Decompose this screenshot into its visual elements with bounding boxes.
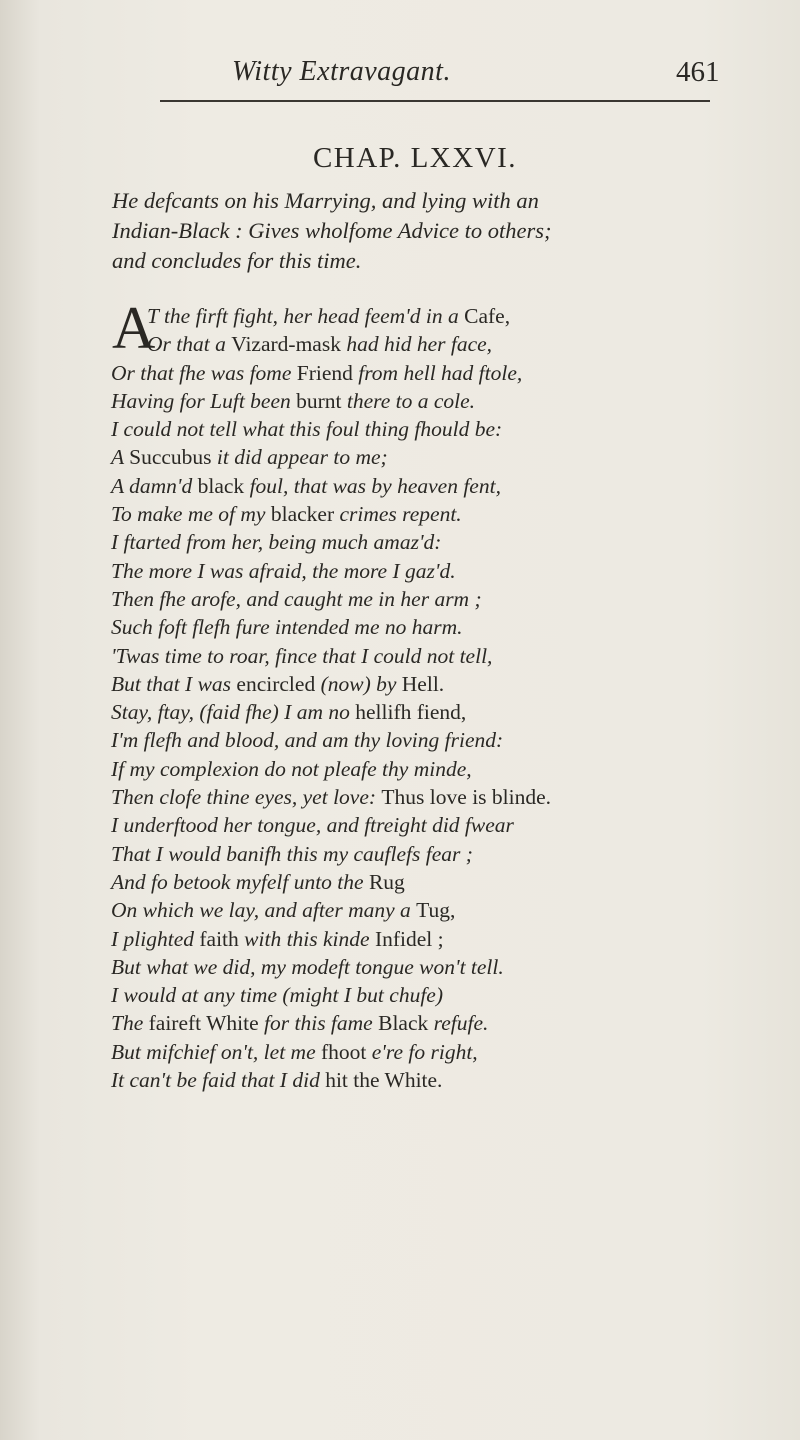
poem-line (111, 387, 800, 415)
poem-line-segment: blacker (270, 502, 340, 527)
poem-line-segment: But what we did, my modeft tongue won't tell. (111, 954, 504, 979)
poem-line (111, 868, 800, 896)
poem-line-segment: black (197, 473, 250, 498)
poem-line-segment: Black (378, 1011, 434, 1036)
poem-line (111, 557, 800, 585)
poem-line-segment: for this fame (264, 1011, 379, 1036)
poem-line-segment: I underftood her tongue, and ftreight did fwear (111, 813, 514, 838)
summary-line: and concludes for this time. (112, 248, 362, 273)
poem-line-segment: 'Twas time to roar, fince that I could not tell, (111, 643, 493, 668)
poem-line-segment: there to a cole. (346, 388, 476, 413)
poem-line (111, 472, 800, 500)
poem-line-segment: A (111, 445, 130, 470)
running-head-title: Witty Extravagant. (232, 56, 451, 87)
summary-line: He defcants on his Marrying, and lying with an (112, 188, 539, 213)
header-rule (160, 100, 710, 102)
poem-line-segment: Tug, (416, 898, 456, 923)
chapter-summary (112, 186, 792, 276)
poem-line-segment: crimes repent. (339, 502, 462, 527)
poem-line-segment: had hid her face, (346, 332, 493, 357)
poem-line-segment: I would at any time (might I but chufe) (111, 983, 443, 1008)
poem-line (111, 670, 800, 698)
poem-line-segment: (now) by (320, 671, 402, 696)
poem-line-segment: Rug (368, 869, 405, 894)
poem-line (111, 755, 800, 783)
poem-line (111, 953, 800, 981)
poem-line (111, 330, 800, 358)
summary-line: Indian-Black : Gives wholfome Advice to others; (112, 218, 552, 243)
poem-line-segment: It can't be faid that I did (111, 1068, 326, 1093)
poem-line (111, 642, 800, 670)
running-head (0, 50, 800, 100)
poem-line-segment: foul, that was by heaven fent, (249, 473, 501, 498)
poem-text (111, 302, 800, 1094)
poem-line-segment: hellifh fiend, (355, 700, 467, 725)
poem-line-segment: And fo betook myfelf unto the (111, 869, 369, 894)
poem-line (111, 981, 800, 1009)
poem-line-segment: faith (199, 926, 245, 951)
poem-line-segment: Vizard-mask (231, 332, 347, 357)
poem-line-segment: Or that fhe was fome (111, 360, 297, 385)
poem-line-segment: Having for Luft been (111, 388, 297, 413)
poem-line (111, 302, 800, 330)
poem-line (111, 1066, 800, 1094)
poem-line-segment: The (111, 1011, 149, 1036)
poem-line-segment: Then fhe arofe, and caught me in her arm ; (111, 586, 482, 611)
poem-line (111, 528, 800, 556)
poem-line-segment: Or that a (147, 332, 232, 357)
poem-line (111, 840, 800, 868)
poem-line (111, 698, 800, 726)
page-number: 461 (676, 56, 720, 88)
poem-line (111, 925, 800, 953)
poem-line (111, 613, 800, 641)
poem-line (111, 443, 800, 471)
poem-line-segment: encircled (236, 671, 321, 696)
chapter-heading: CHAP. LXXVI. (312, 142, 518, 174)
poem-line-segment: faireft White (148, 1011, 265, 1036)
poem-line-segment: e're fo right, (371, 1039, 478, 1064)
poem-line (111, 1009, 800, 1037)
poem-line-segment: Friend (296, 360, 359, 385)
poem-line-segment: I plighted (111, 926, 200, 951)
poem-line-segment: Succubus (129, 445, 217, 470)
poem-line-segment: burnt (296, 388, 347, 413)
poem-line-segment: refufe. (433, 1011, 489, 1036)
poem-line-segment: Infidel ; (374, 926, 444, 951)
poem-line-segment: I'm flefh and blood, and am thy loving friend: (111, 728, 504, 753)
poem-line-segment: If my complexion do not pleafe thy minde, (111, 756, 472, 781)
poem-line-segment: To make me of my (111, 502, 271, 527)
poem-line (111, 500, 800, 528)
poem-line (111, 811, 800, 839)
poem-line-segment: it did appear to me; (216, 445, 388, 470)
poem-line-segment: hit the White. (325, 1068, 443, 1093)
poem-line-segment: T the firft fight, her head feem'd in a (147, 304, 465, 328)
poem-line (111, 585, 800, 613)
poem-line-segment: But that I was (111, 671, 237, 696)
poem-line-segment: A damn'd (111, 473, 198, 498)
poem-line (111, 896, 800, 924)
drop-cap: A (112, 295, 156, 361)
poem-line-segment: Then clofe thine eyes, yet love: (111, 785, 382, 810)
poem-line-segment: But mifchief on't, let me (111, 1039, 321, 1064)
poem-line (111, 783, 800, 811)
poem-line-segment: That I would banifh this my cauflefs fear ; (111, 841, 473, 866)
poem-line (111, 726, 800, 754)
poem-line-segment: Stay, ftay, (faid fhe) I am no (111, 700, 356, 725)
poem-line-segment: I ftarted from her, being much amaz'd: (111, 530, 442, 555)
poem-line (111, 1038, 800, 1066)
poem-line-segment: Such foft flefh fure intended me no harm. (111, 615, 463, 640)
poem-line-segment: Cafe, (464, 304, 511, 328)
poem-line-segment: from hell had ftole, (358, 360, 523, 385)
poem-line-segment: On which we lay, and after many a (111, 898, 417, 923)
poem-line (111, 415, 800, 443)
poem-line-segment: The more I was afraid, the more I gaz'd. (111, 558, 456, 583)
poem-line-segment: Thus love is blinde. (381, 785, 552, 810)
poem-line-segment: I could not tell what this foul thing fhould be: (111, 417, 503, 442)
poem-line-segment: fhoot (321, 1039, 372, 1064)
poem-line (111, 359, 800, 387)
poem-line-segment: with this kinde (244, 926, 375, 951)
poem-line-segment: Hell. (401, 671, 445, 696)
